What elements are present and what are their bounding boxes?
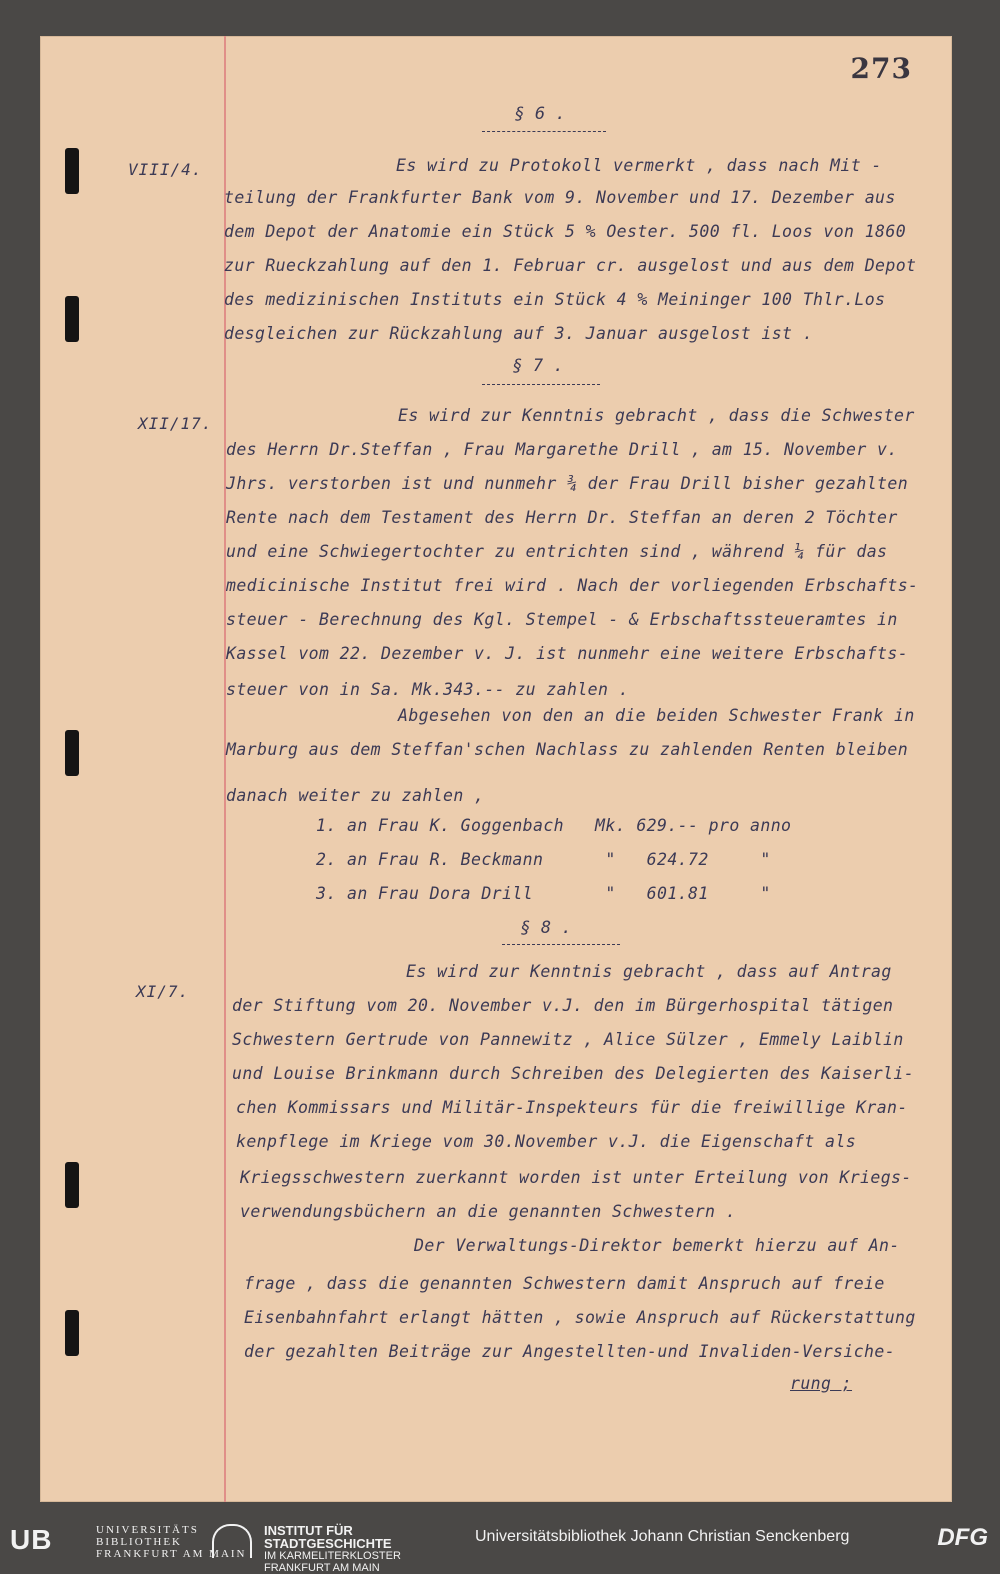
text-line: 2. an Frau R. Beckmann " 624.72 "	[316, 850, 771, 869]
institute-name	[264, 1524, 401, 1574]
text-line: zur Rueckzahlung auf den 1. Februar cr. ausgelost und aus dem Depot	[224, 256, 917, 275]
text-line: steuer - Berechnung des Kgl. Stempel - & Erbschaftssteueramtes in	[226, 610, 898, 629]
section-underline	[482, 384, 600, 385]
section-underline	[502, 944, 620, 945]
text-line: teilung der Frankfurter Bank vom 9. November und 17. Dezember aus	[224, 188, 896, 207]
text-line: Jhrs. verstorben ist und nunmehr ¾ der Frau Drill bisher gezahlten	[226, 474, 909, 493]
punch-hole	[65, 296, 79, 342]
reference-number: XII/17.	[138, 414, 213, 433]
punch-hole	[65, 730, 79, 776]
text-line: Abgesehen von den an die beiden Schwester Frank in	[398, 706, 915, 725]
text-line: Es wird zur Kenntnis gebracht , dass auf Antrag	[406, 962, 892, 981]
footer-bar	[0, 1510, 1000, 1574]
text-line: Es wird zu Protokoll vermerkt , dass nach Mit -	[396, 156, 882, 175]
text-line: steuer von in Sa. Mk.343.-- zu zahlen .	[226, 680, 630, 699]
text-line: der Stiftung vom 20. November v.J. den im Bürgerhospital tätigen	[232, 996, 894, 1015]
ub-line: UNIVERSITÄTS	[96, 1524, 199, 1536]
text-line: Kassel vom 22. Dezember v. J. ist nunmehr eine weitere Erbschafts-	[226, 644, 909, 663]
punch-hole	[65, 1310, 79, 1356]
text-line: 3. an Frau Dora Drill " 601.81 "	[316, 884, 771, 903]
text-line: Kriegsschwestern zuerkannt worden ist unter Erteilung von Kriegs-	[240, 1168, 912, 1187]
text-line: Schwestern Gertrude von Pannewitz , Alice Sülzer , Emmely Laiblin	[232, 1030, 904, 1049]
section-underline	[482, 131, 606, 132]
reference-number: XI/7.	[136, 982, 190, 1001]
text-line: und Louise Brinkmann durch Schreiben des Delegierten des Kaiserli-	[232, 1064, 915, 1083]
text-line: medicinische Institut frei wird . Nach der vorliegenden Erbschafts-	[226, 576, 919, 595]
section-heading: § 8 .	[520, 918, 572, 938]
text-line: verwendungsbüchern an die genannten Schwestern .	[240, 1202, 737, 1221]
ub-line: BIBLIOTHEK	[96, 1536, 182, 1548]
text-line: frage , dass die genannten Schwestern damit Anspruch auf freie	[244, 1274, 885, 1293]
institute-logo[interactable]	[212, 1524, 252, 1558]
institute-line: INSTITUT FÜR	[264, 1523, 353, 1538]
text-line: des medizinischen Instituts ein Stück 4 % Meininger 100 Thlr.Los	[224, 290, 886, 309]
text-line: kenpflege im Kriege vom 30.November v.J. die Eigenschaft als	[236, 1132, 857, 1151]
section-heading: § 7 .	[512, 356, 564, 376]
text-line: dem Depot der Anatomie ein Stück 5 % Oester. 500 fl. Loos von 1860	[224, 222, 907, 241]
punch-hole	[65, 1162, 79, 1208]
institute-line: STADTGESCHICHTE	[264, 1536, 392, 1551]
text-line: chen Kommissars und Militär-Inspekteurs für die freiwillige Kran-	[236, 1098, 908, 1117]
text-line: Rente nach dem Testament des Herrn Dr. Steffan an deren 2 Töchter	[226, 508, 898, 527]
text-line: des Herrn Dr.Steffan , Frau Margarethe Drill , am 15. November v.	[226, 440, 898, 459]
text-line: Der Verwaltungs-Direktor bemerkt hierzu auf An-	[414, 1236, 900, 1255]
text-line: Eisenbahnfahrt erlangt hätten , sowie Anspruch auf Rückerstattung	[244, 1308, 916, 1327]
section-heading: § 6 .	[514, 104, 566, 124]
library-name: Universitätsbibliothek Johann Christian Senckenberg	[475, 1528, 850, 1545]
text-line: Es wird zur Kenntnis gebracht , dass die Schwester	[398, 406, 915, 425]
text-line: danach weiter zu zahlen ,	[226, 786, 485, 805]
text-line: der gezahlten Beiträge zur Angestellten-und Invaliden-Versiche-	[244, 1342, 896, 1361]
institute-line: FRANKFURT AM MAIN	[264, 1562, 380, 1574]
text-line: 1. an Frau K. Goggenbach Mk. 629.-- pro anno	[316, 816, 792, 835]
page-number: 273	[850, 52, 912, 85]
reference-number: VIII/4.	[128, 160, 203, 179]
text-line: desgleichen zur Rückzahlung auf 3. Januar ausgelost ist .	[224, 324, 814, 343]
text-line: und eine Schwiegertochter zu entrichten sind , während ¼ für das	[226, 542, 888, 561]
text-line: rung ;	[790, 1374, 853, 1393]
institute-line: IM KARMELITERKLOSTER	[264, 1550, 401, 1562]
ub-logo[interactable]: UB	[10, 1524, 53, 1555]
dfg-logo[interactable]: DFG	[937, 1524, 988, 1551]
text-line: Marburg aus dem Steffan'schen Nachlass zu zahlenden Renten bleiben	[226, 740, 909, 759]
ub-line: FRANKFURT AM MAIN	[96, 1548, 247, 1560]
punch-hole	[65, 148, 79, 194]
